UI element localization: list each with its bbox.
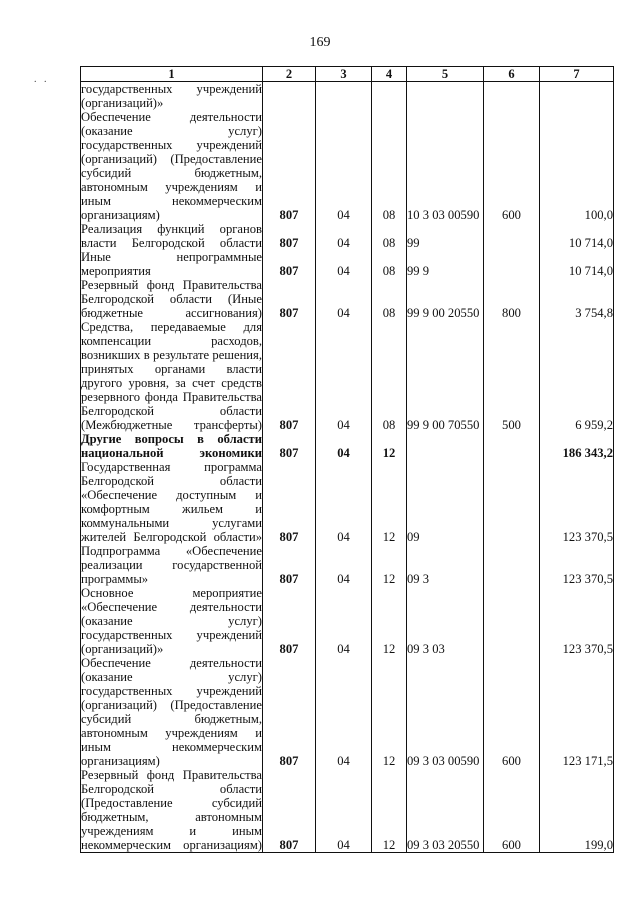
subsection-code-cell: 08 <box>372 110 407 222</box>
row-name-cell: Подпрограмма «Обеспечение реализации государственной программы» <box>81 544 262 586</box>
expense-type-cell: 500 <box>484 320 540 432</box>
section-code-cell: 04 <box>316 320 372 432</box>
expense-type-cell <box>484 586 540 656</box>
table-row <box>81 222 614 250</box>
col-header-6: 6 <box>484 67 540 82</box>
row-name-cell: Обеспечение деятельности (оказание услуг) государственных учреждений (организаций) (Предоставление субсидий бюджетным, автономным учреждениям и иным некоммерческим организациям) <box>81 110 262 222</box>
margin-mark: . <box>44 74 47 85</box>
row-name-cell: Основное мероприятие «Обеспечение деятельности (оказание услуг) государственных учреждений (организаций)» <box>81 586 262 656</box>
admin-code-cell: 807 <box>263 460 316 544</box>
subsection-code-cell: 08 <box>372 222 407 250</box>
expense-type-cell <box>484 82 540 111</box>
col-header-5: 5 <box>407 67 484 82</box>
table-row <box>81 544 614 586</box>
amount-cell: 10 714,0 <box>540 250 614 278</box>
expense-type-cell: 600 <box>484 110 540 222</box>
row-name-cell: Иные непрограммные мероприятия <box>81 250 262 278</box>
admin-code-cell: 807 <box>263 222 316 250</box>
target-code-cell: 99 9 00 70550 <box>407 320 484 432</box>
amount-cell: 10 714,0 <box>540 222 614 250</box>
margin-mark: . <box>34 74 37 85</box>
table-row <box>81 278 614 320</box>
target-code-cell: 99 <box>407 222 484 250</box>
subsection-code-cell: 12 <box>372 432 407 460</box>
admin-code-cell: 807 <box>263 278 316 320</box>
col-header-2: 2 <box>263 67 316 82</box>
budget-table <box>80 66 614 853</box>
expense-type-cell <box>484 250 540 278</box>
amount-cell: 123 370,5 <box>540 586 614 656</box>
amount-cell: 123 171,5 <box>540 656 614 768</box>
admin-code-cell: 807 <box>263 768 316 853</box>
col-header-1: 1 <box>81 67 263 82</box>
target-code-cell: 09 3 03 20550 <box>407 768 484 853</box>
section-code-cell: 04 <box>316 656 372 768</box>
header-row <box>81 67 614 82</box>
subsection-code-cell: 12 <box>372 544 407 586</box>
row-name-cell: Государственная программа Белгородской области «Обеспечение доступным и комфортным жильем и коммунальными услугами жителей Белгородской области» <box>81 460 262 544</box>
section-code-cell: 04 <box>316 278 372 320</box>
row-name-cell: Другие вопросы в области национальной экономики <box>81 432 262 460</box>
target-code-cell: 09 3 03 <box>407 586 484 656</box>
target-code-cell: 99 9 00 20550 <box>407 278 484 320</box>
subsection-code-cell: 12 <box>372 656 407 768</box>
target-code-cell: 09 3 <box>407 544 484 586</box>
subsection-code-cell: 12 <box>372 460 407 544</box>
target-code-cell: 99 9 <box>407 250 484 278</box>
table-row <box>81 250 614 278</box>
table-row <box>81 586 614 656</box>
table-row <box>81 320 614 432</box>
amount-cell: 100,0 <box>540 110 614 222</box>
admin-code-cell: 807 <box>263 544 316 586</box>
subsection-code-cell <box>372 82 407 111</box>
col-header-3: 3 <box>316 67 372 82</box>
target-code-cell: 10 3 03 00590 <box>407 110 484 222</box>
col-header-4: 4 <box>372 67 407 82</box>
amount-cell: 123 370,5 <box>540 460 614 544</box>
admin-code-cell: 807 <box>263 110 316 222</box>
amount-cell: 6 959,2 <box>540 320 614 432</box>
section-code-cell: 04 <box>316 110 372 222</box>
table-row <box>81 82 614 111</box>
admin-code-cell: 807 <box>263 250 316 278</box>
section-code-cell: 04 <box>316 544 372 586</box>
expense-type-cell <box>484 432 540 460</box>
section-code-cell: 04 <box>316 586 372 656</box>
table-row <box>81 432 614 460</box>
subsection-code-cell: 12 <box>372 768 407 853</box>
subsection-code-cell: 08 <box>372 250 407 278</box>
target-code-cell <box>407 432 484 460</box>
section-code-cell: 04 <box>316 250 372 278</box>
row-name-cell: государственных учреждений (организаций)» <box>81 82 262 110</box>
target-code-cell <box>407 82 484 111</box>
subsection-code-cell: 08 <box>372 278 407 320</box>
admin-code-cell: 807 <box>263 586 316 656</box>
admin-code-cell: 807 <box>263 320 316 432</box>
col-header-7: 7 <box>540 67 614 82</box>
section-code-cell <box>316 82 372 111</box>
expense-type-cell: 800 <box>484 278 540 320</box>
row-name-cell: Реализация функций органов власти Белгородской области <box>81 222 262 250</box>
amount-cell: 199,0 <box>540 768 614 853</box>
section-code-cell: 04 <box>316 432 372 460</box>
target-code-cell: 09 <box>407 460 484 544</box>
subsection-code-cell: 12 <box>372 586 407 656</box>
section-code-cell: 04 <box>316 768 372 853</box>
expense-type-cell: 600 <box>484 656 540 768</box>
admin-code-cell: 807 <box>263 432 316 460</box>
table-row <box>81 460 614 544</box>
subsection-code-cell: 08 <box>372 320 407 432</box>
page-number: 169 <box>309 35 331 50</box>
target-code-cell: 09 3 03 00590 <box>407 656 484 768</box>
expense-type-cell: 600 <box>484 768 540 853</box>
expense-type-cell <box>484 222 540 250</box>
admin-code-cell <box>263 82 316 111</box>
admin-code-cell: 807 <box>263 656 316 768</box>
amount-cell: 3 754,8 <box>540 278 614 320</box>
row-name-cell: Резервный фонд Правительства Белгородской области (Иные бюджетные ассигнования) <box>81 278 262 320</box>
amount-cell <box>540 82 614 111</box>
table-row <box>81 768 614 853</box>
amount-cell: 123 370,5 <box>540 544 614 586</box>
table-row <box>81 656 614 768</box>
section-code-cell: 04 <box>316 460 372 544</box>
row-name-cell: Средства, передаваемые для компенсации расходов, возникших в результате решения, принятых органами власти другого уровня, за счет средств резервного фонда Правительства Белгородской области (Межбюджетные трансферты) <box>81 320 262 432</box>
expense-type-cell <box>484 544 540 586</box>
row-name-cell: Обеспечение деятельности (оказание услуг) государственных учреждений (организаций) (Предоставление субсидий бюджетным, автономным учреждениям и иным некоммерческим организациям) <box>81 656 262 768</box>
row-name-cell: Резервный фонд Правительства Белгородской области (Предоставление субсидий бюджетным, автономным учреждениям и иным некоммерческим организациям) <box>81 768 262 852</box>
expense-type-cell <box>484 460 540 544</box>
table-row <box>81 110 614 222</box>
amount-cell: 186 343,2 <box>540 432 614 460</box>
section-code-cell: 04 <box>316 222 372 250</box>
